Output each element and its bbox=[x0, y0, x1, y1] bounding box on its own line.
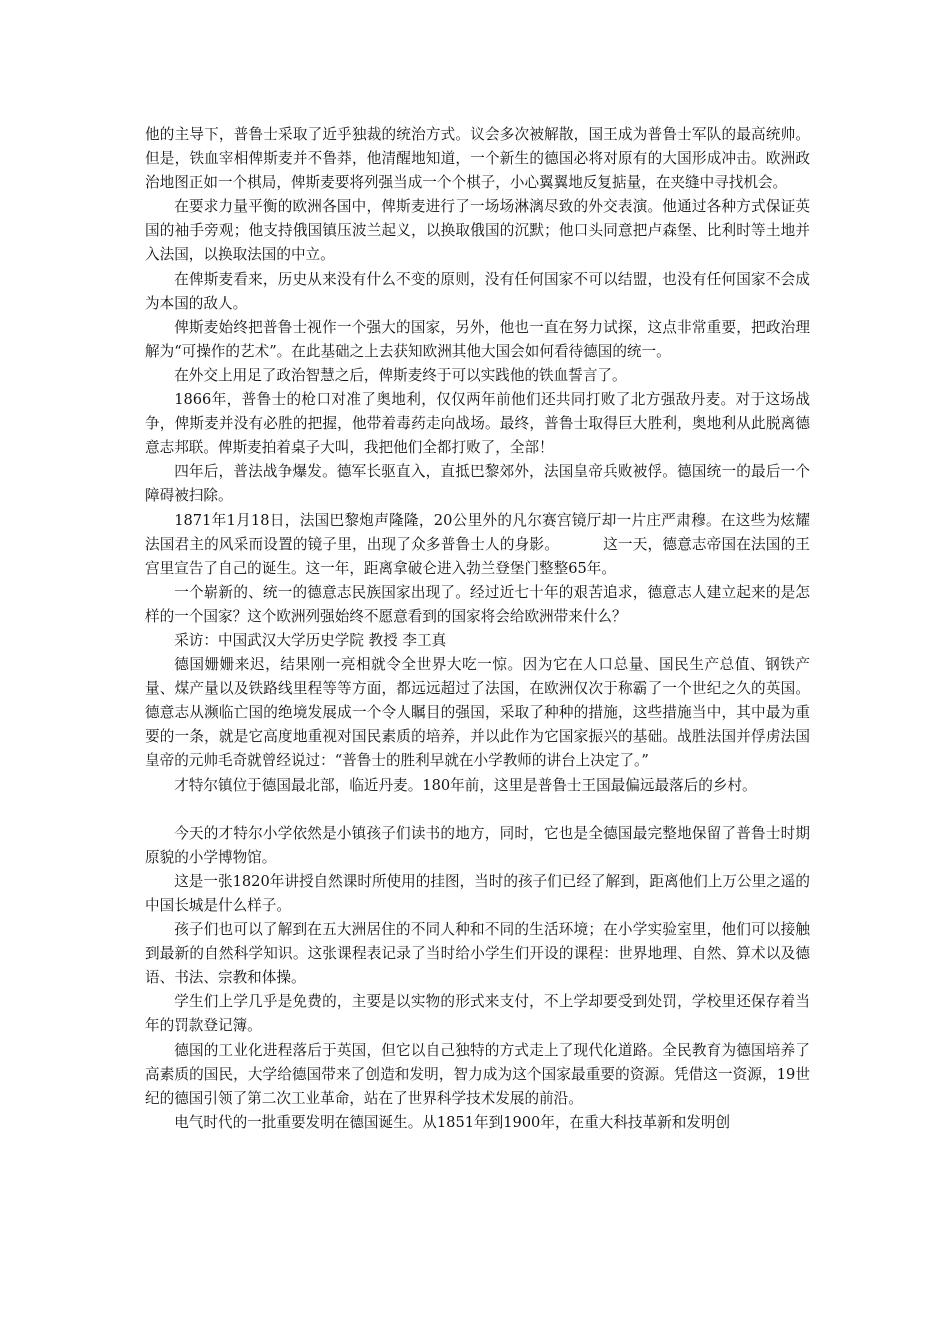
document-body bbox=[145, 123, 810, 1135]
paragraph: 在外交上用足了政治智慧之后，俾斯麦终于可以实践他的铁血誓言了。 bbox=[174, 366, 627, 384]
paragraph-text: 1871年1月18日，法国巴黎炮声隆隆，20公里外的凡尔赛宫镜厅却一片庄严肃穆。在这些为炫耀法国君主的风采而设置的镜子里，出现了众多普鲁士人的身影。 bbox=[145, 511, 810, 553]
paragraph: 才特尔镇位于德国最北部，临近丹麦。180年前，这里是普鲁士王国最偏远最落后的乡村。 bbox=[174, 776, 757, 794]
blank-line bbox=[145, 798, 810, 822]
paragraph: 俾斯麦始终把普鲁士视作一个强大的国家，另外，他也一直在努力试探，这点非常重要，把政治理解为“可操作的艺术”。在此基础之上去获知欧洲其他大国会如何看待德国的统一。 bbox=[145, 318, 810, 360]
paragraph: 这是一张1820年讲授自然课时所使用的挂图，当时的孩子们已经了解到，距离他们上万公里之遥的中国长城是什么样子。 bbox=[145, 872, 810, 914]
paragraph: 德国的工业化进程落后于英国，但它以自己独特的方式走上了现代化道路。全民教育为德国培养了高素质的国民，大学给德国带来了创造和发明，智力成为这个国家最重要的资源。凭借这一资源，19世纪的德国引领了第二次工业革命，站在了世界科学技术发展的前沿。 bbox=[145, 1041, 810, 1107]
paragraph: 他的主导下，普鲁士采取了近乎独裁的统治方式。议会多次被解散，国王成为普鲁士军队的最高统帅。但是，铁血宰相俾斯麦并不鲁莽，他清醒地知道，一个新生的德国必将对原有的大国形成冲击。欧洲政治地图正如一个棋局，俾斯麦要将列强当成一个个棋子，小心翼翼地反复掂量，在夹缝中寻找机会。 bbox=[145, 126, 810, 192]
interview-credit: 采访：中国武汉大学历史学院 教授 李工真 bbox=[174, 631, 447, 649]
paragraph bbox=[145, 509, 810, 581]
paragraph: 在要求力量平衡的欧洲各国中，俾斯麦进行了一场场淋漓尽致的外交表演。他通过各种方式保证英国的袖手旁观；他支持俄国镇压波兰起义，以换取俄国的沉默；他口头同意把卢森堡、比利时等土地并入法国，以换取法国的中立。 bbox=[145, 198, 810, 264]
paragraph: 电气时代的一批重要发明在德国诞生。从1851年到1900年，在重大科技革新和发明创 bbox=[174, 1113, 731, 1131]
paragraph: 在俾斯麦看来，历史从来没有什么不变的原则，没有任何国家不可以结盟，也没有任何国家不会成为本国的敌人。 bbox=[145, 270, 810, 312]
paragraph: 今天的才特尔小学依然是小镇孩子们读书的地方，同时，它也是全德国最完整地保留了普鲁士时期原貌的小学博物馆。 bbox=[145, 824, 810, 866]
paragraph: 学生们上学几乎是免费的，主要是以实物的形式来支付，不上学却要受到处罚，学校里还保存着当年的罚款登记簿。 bbox=[145, 993, 810, 1035]
paragraph: 四年后，普法战争爆发。德军长驱直入，直抵巴黎郊外，法国皇帝兵败被俘。德国统一的最后一个障碍被扫除。 bbox=[145, 463, 810, 505]
paragraph: 一个崭新的、统一的德意志民族国家出现了。经过近七十年的艰苦追求，德意志人建立起来的是怎样的一个国家？这个欧洲列强始终不愿意看到的国家将会给欧洲带来什么？ bbox=[145, 583, 810, 625]
paragraph: 1866年，普鲁士的枪口对准了奥地利，仅仅两年前他们还共同打败了北方强敌丹麦。对于这场战争，俾斯麦并没有必胜的把握，他带着毒药走向战场。最终，普鲁士取得巨大胜利，奥地利从此脱离德意志邦联。俾斯麦拍着桌子大叫，我把他们全都打败了，全部！ bbox=[145, 391, 810, 457]
paragraph: 德国姗姗来迟，结果刚一亮相就令全世界大吃一惊。因为它在人口总量、国民生产总值、钢铁产量、煤产量以及铁路线里程等等方面，都远远超过了法国，在欧洲仅次于称霸了一个世纪之久的英国。德意志从濒临亡国的绝境发展成一个令人瞩目的强国，采取了种种的措施，这些措施当中，其中最为重要的一条，就是它高度地重视对国民素质的培养，并以此作为它国家振兴的基础。战胜法国并俘虏法国皇帝的元帅毛奇就曾经说过：“普鲁士的胜利早就在小学教师的讲台上决定了。” bbox=[145, 656, 810, 770]
paragraph: 孩子们也可以了解到在五大洲居住的不同人种和不同的生活环境；在小学实验室里，他们可以接触到最新的自然科学知识。这张课程表记录了当时给小学生们开设的课程：世界地理、自然、算术以及德语、书法、宗教和体操。 bbox=[145, 921, 810, 987]
paragraph-text-continued: 这一天，德意志帝国在法国的王宫里宣告了自己的诞生。这一年，距离拿破仑进入勃兰登堡门整整65年。 bbox=[145, 535, 810, 577]
